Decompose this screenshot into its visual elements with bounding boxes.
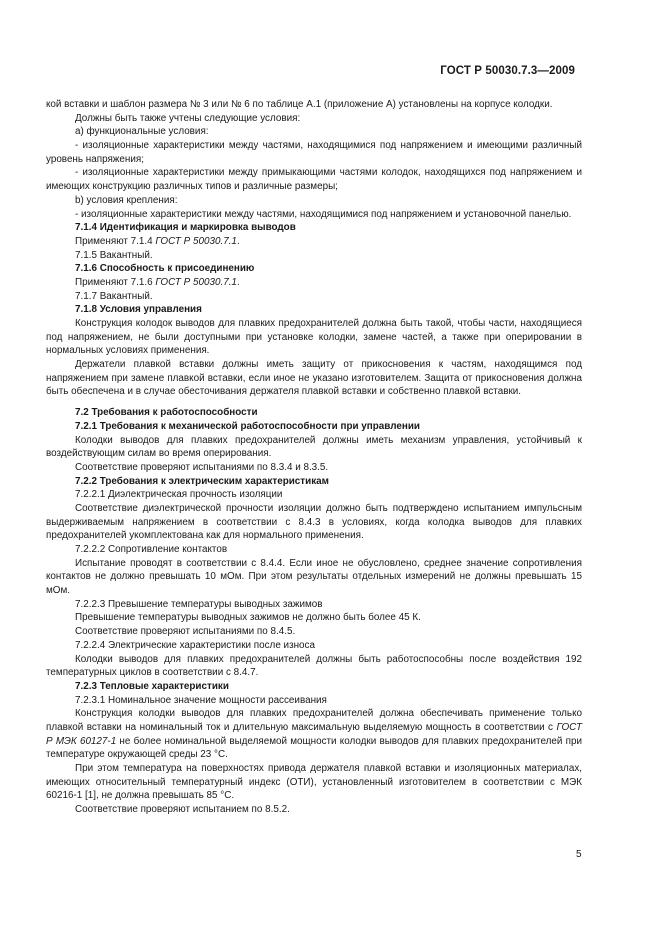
paragraph: При этом температура на поверхностях привода держателя плавкой вставки и изоляционных материалах, имеющих относительный температурный индекс (ОТИ), установленный изготовителем в соответствии с МЭК 60216-1 [1], не должна превышать 85 °С. [46, 763, 582, 802]
paragraph: Испытание проводят в соответствии с 8.4.4. Если иное не обусловлено, среднее значение сопротивления контактов не должно превышать 10 мОм. При этом результаты отдельных измерений не должны превышать 15 мОм. [46, 557, 582, 597]
section-heading: 7.2 Требования к работоспособности [75, 407, 258, 419]
section-heading: 7.1.4 Идентификация и маркировка выводов [75, 222, 296, 234]
document-body [46, 98, 582, 817]
paragraph: Соответствие проверяют испытанием по 8.5.2. [75, 804, 290, 816]
list-item: - изоляционные характеристики между примыкающими частями колодок, находящихся под напряжением и имеющих конструкцию различных типов и различные размеры; [46, 167, 582, 193]
paragraph: Держатели плавкой вставки должны иметь защиту от прикосновения к частям, находящимся под напряжением при замене плавкой вставки, если иное не указано изготовителем. Защита от прикосновения должна быть обеспечена и в случае обесточивания держателя плавкой вставки и собственно плавкой вставки. [46, 359, 582, 398]
paragraph: Колодки выводов для плавких предохранителей должны иметь механизм управления, устойчивый к воздействующим силам во время оперирования. [46, 434, 582, 460]
standard-reference: ГОСТ Р 50030.7.1 [155, 276, 237, 288]
paragraph: 7.1.5 Вакантный. [75, 249, 153, 261]
standard-reference: ГОСТ Р МЭК 60127-1 [46, 721, 582, 747]
paragraph: Должны быть также учтены следующие условия: [75, 112, 301, 124]
list-item: - изоляционные характеристики между частями, находящимися под напряжением и имеющими различный уровень напряжения; [46, 140, 582, 165]
section-heading: 7.2.1 Требования к механической работоспособности при управлении [75, 420, 420, 432]
paragraph: кой вставки и шаблон размера № 3 или № 6 по таблице А.1 (приложение А) установлены на корпусе колодки. [46, 99, 553, 110]
list-item: - изоляционные характеристики между частями, находящимися под напряжением и установочной панелью. [75, 208, 572, 220]
section-heading: 7.1.6 Способность к присоединению [75, 263, 255, 275]
paragraph: Применяют 7.1.4 ГОСТ Р 50030.7.1. [75, 235, 240, 247]
paragraph: Конструкция колодок выводов для плавких предохранителей должна быть такой, чтобы части, находящиеся под напряжением, не были доступными при установке колодки, замене частей, а также при оперировании в нормальных условиях применения. [46, 318, 582, 357]
subsection-heading: 7.2.2.1 Диэлектрическая прочность изоляции [75, 489, 283, 501]
paragraph: Конструкция колодки выводов для плавких предохранителей должна обеспечивать применение только плавкой вставки на номинальный ток и длительную максимальную выделяемую мощность в соответствии с ГОСТ Р МЭК 60127-1 не более номинальной выделяемой мощности колодки выводов для плавких предохранителей при температуре окружающей среды 23 °С. [46, 708, 582, 761]
paragraph: Применяют 7.1.6 ГОСТ Р 50030.7.1. [75, 276, 240, 288]
paragraph: 7.1.7 Вакантный. [75, 290, 153, 302]
section-heading: 7.2.3 Тепловые характеристики [75, 680, 229, 692]
paragraph: Колодки выводов для плавких предохранителей должны быть работоспособны после воздействия 192 температурных циклов в соответствии с 8.4.7. [46, 653, 582, 679]
subsection-heading: 7.2.2.4 Электрические характеристики после износа [75, 639, 315, 651]
list-item: b) условия крепления: [75, 194, 178, 206]
paragraph: Превышение температуры выводных зажимов не должно быть более 45 К. [75, 612, 421, 624]
paragraph: Соответствие проверяют испытаниями по 8.3.4 и 8.3.5. [75, 461, 329, 473]
document-code: ГОСТ Р 50030.7.3—2009 [440, 65, 575, 77]
page-number: 5 [576, 849, 582, 860]
paragraph: Соответствие проверяют испытаниями по 8.4.5. [75, 626, 296, 638]
section-heading: 7.1.8 Условия управления [75, 304, 202, 316]
standard-reference: ГОСТ Р 50030.7.1 [155, 235, 237, 247]
subsection-heading: 7.2.3.1 Номинальное значение мощности рассеивания [75, 694, 327, 706]
section-heading: 7.2.2 Требования к электрическим характеристикам [75, 475, 329, 487]
paragraph: Соответствие диэлектрической прочности изоляции должно быть подтверждено испытанием импульсным выдерживаемым напряжением в соответствии с 8.4.3 в условиях, когда колодка выводов для плавких предохранителей укомплектована как для нормального применения. [46, 502, 582, 542]
subsection-heading: 7.2.2.3 Превышение температуры выводных зажимов [75, 598, 323, 610]
subsection-heading: 7.2.2.2 Сопротивление контактов [75, 544, 228, 555]
list-item: а) функциональные условия: [75, 126, 209, 138]
